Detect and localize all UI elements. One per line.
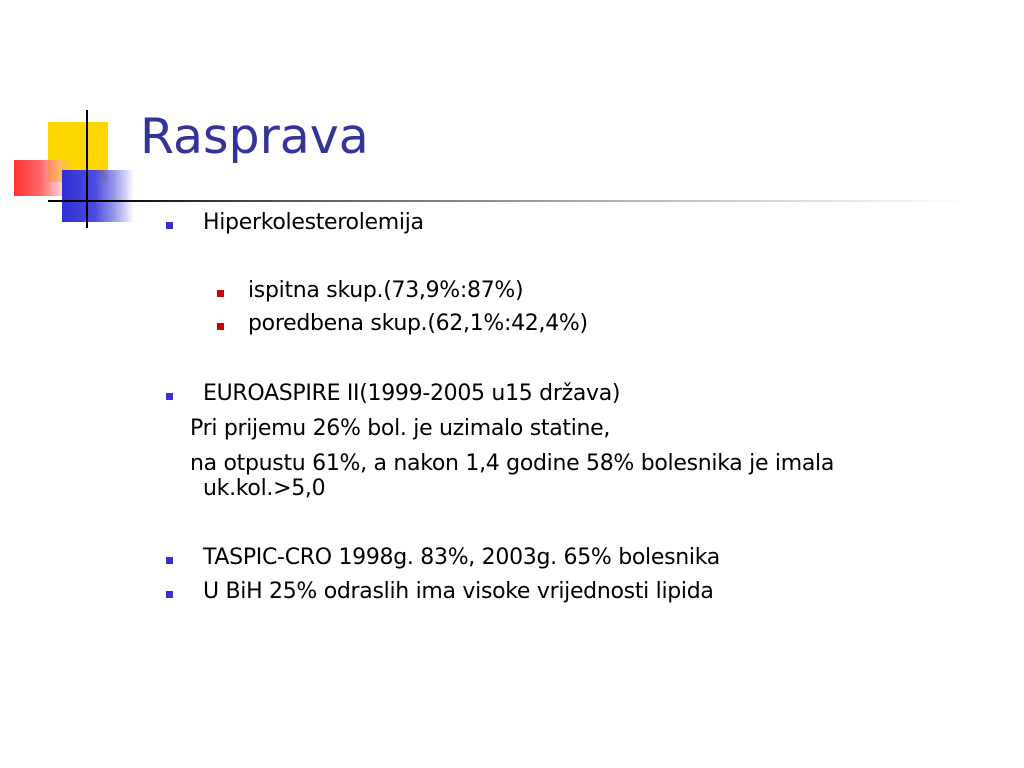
sub-list-item: ispitna skup.(73,9%:87%) <box>248 278 524 303</box>
list-item: TASPIC-CRO 1998g. 83%, 2003g. 65% bolesnika <box>203 545 720 570</box>
decorative-vertical-line <box>86 110 88 228</box>
bullet-icon <box>166 393 173 400</box>
list-item: Hiperkolesterolemija <box>203 210 424 235</box>
title-underline <box>48 200 968 202</box>
bullet-icon <box>166 222 173 229</box>
decorative-blue-square <box>62 170 134 222</box>
list-item: EUROASPIRE II(1999-2005 u15 država) <box>203 381 621 406</box>
bullet-icon <box>166 557 173 564</box>
sub-list-item: poredbena skup.(62,1%:42,4%) <box>248 311 588 336</box>
slide-title: Rasprava <box>140 108 369 165</box>
sub-bullet-icon <box>217 290 224 297</box>
bullet-icon <box>166 591 173 598</box>
list-item-continuation: Pri prijemu 26% bol. je uzimalo statine, <box>190 416 611 441</box>
sub-bullet-icon <box>217 323 224 330</box>
list-item: U BiH 25% odraslih ima visoke vrijednosti lipida <box>203 579 714 604</box>
list-item-continuation: uk.kol.>5,0 <box>203 476 326 501</box>
list-item-continuation: na otpustu 61%, a nakon 1,4 godine 58% bolesnika je imala <box>190 451 834 476</box>
